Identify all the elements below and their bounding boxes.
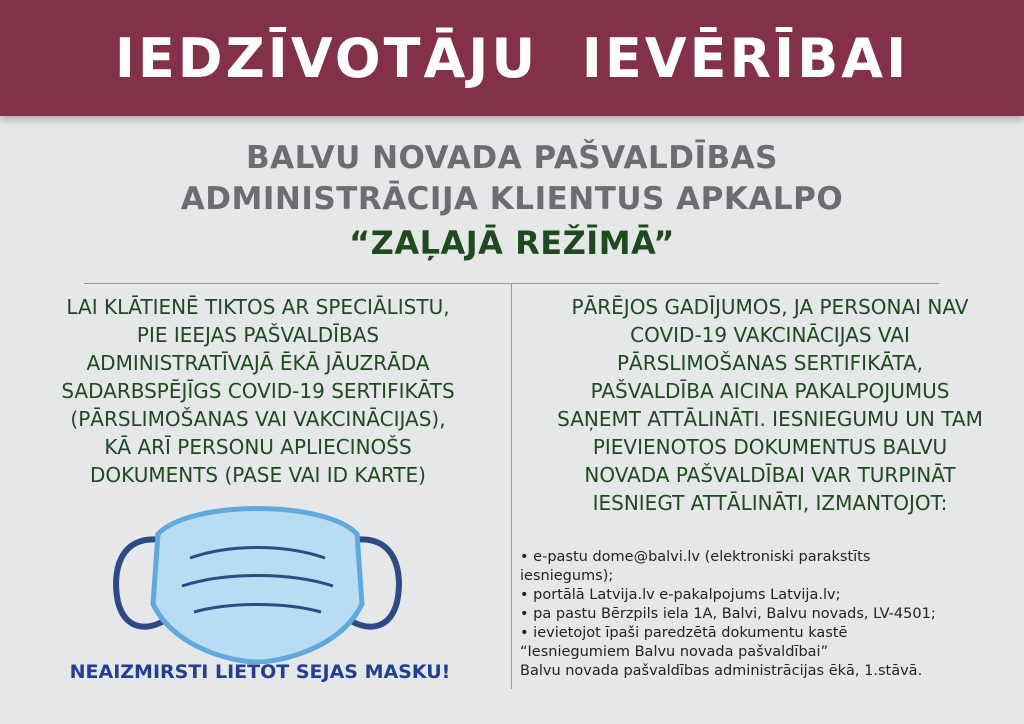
mask-reminder: NEAIZMIRSTI LIETOT SEJAS MASKU! bbox=[69, 661, 451, 683]
left-text-line: LAI KLĀTIENĒ TIKTOS AR SPECIĀLISTU, bbox=[66, 295, 450, 319]
list-item: • e-pastu dome@balvi.lv (elektroniski parakstīts bbox=[520, 549, 871, 565]
list-item: iesniegums); bbox=[520, 568, 614, 584]
left-text-line: KĀ ARĪ PERSONU APLIECINOŠS bbox=[104, 435, 412, 459]
banner-title: IEDZĪVOTĀJU IEVĒRĪBAI bbox=[114, 26, 910, 90]
right-text-line: PĀRĒJOS GADĪJUMOS, JA PERSONAI NAV bbox=[571, 295, 969, 319]
left-text-line: PIE IEEJAS PAŠVALDĪBAS bbox=[136, 323, 380, 347]
list-item: • pa pastu Bērzpils iela 1A, Balvi, Balvu novads, LV-4501; bbox=[520, 606, 936, 622]
right-text-line: IESNIEGT ATTĀLINĀTI, IZMANTOJOT: bbox=[592, 491, 948, 515]
list-item: • portālā Latvija.lv e-pakalpojums Latvija.lv; bbox=[520, 587, 841, 603]
right-text-line: PAŠVALDĪBA AICINA PAKALPOJUMUS bbox=[590, 379, 950, 403]
list-item: Balvu novada pašvaldības administrācijas ēkā, 1.stāvā. bbox=[520, 663, 923, 679]
headline-green-regime: “ZAĻAJĀ REŽĪMĀ” bbox=[349, 224, 675, 262]
submission-options-list bbox=[520, 548, 1020, 681]
list-item: • ievietojot īpaši paredzētā dokumentu kastē bbox=[520, 625, 848, 641]
right-text-line: NOVADA PAŠVALDĪBAI VAR TURPINĀT bbox=[584, 463, 956, 487]
left-column-text bbox=[12, 293, 504, 489]
headline-line-2: ADMINISTRĀCIJA KLIENTUS APKALPO bbox=[180, 181, 844, 217]
header-banner bbox=[0, 0, 1024, 116]
right-text-line: PIEVIENOTOS DOKUMENTUS BALVU bbox=[592, 435, 948, 459]
left-text-line: DOKUMENTS (PASE VAI ID KARTE) bbox=[90, 463, 426, 487]
left-text-line: ADMINISTRATĪVAJĀ ĒKĀ JĀUZRĀDA bbox=[86, 351, 430, 375]
right-text-line: COVID-19 VAKCINĀCIJAS VAI bbox=[630, 323, 910, 347]
left-text-line: (PĀRSLIMOŠANAS VAI VAKCINĀCIJAS), bbox=[70, 407, 446, 431]
right-column-text bbox=[522, 293, 1018, 517]
right-text-line: PĀRSLIMOŠANAS SERTIFIKĀTA, bbox=[616, 351, 924, 375]
vertical-divider bbox=[511, 284, 512, 689]
left-text-line: SADARBSPĒJĪGS COVID-19 SERTIFIKĀTS bbox=[61, 379, 455, 403]
face-mask-icon bbox=[110, 494, 405, 664]
list-item: “Iesniegumiem Balvu novada pašvaldībai” bbox=[520, 644, 829, 660]
right-text-line: SAŅEMT ATTĀLINĀTI. IESNIEGUMU UN TAM bbox=[557, 407, 983, 431]
headline-line-1: BALVU NOVADA PAŠVALDĪBAS bbox=[246, 140, 778, 176]
